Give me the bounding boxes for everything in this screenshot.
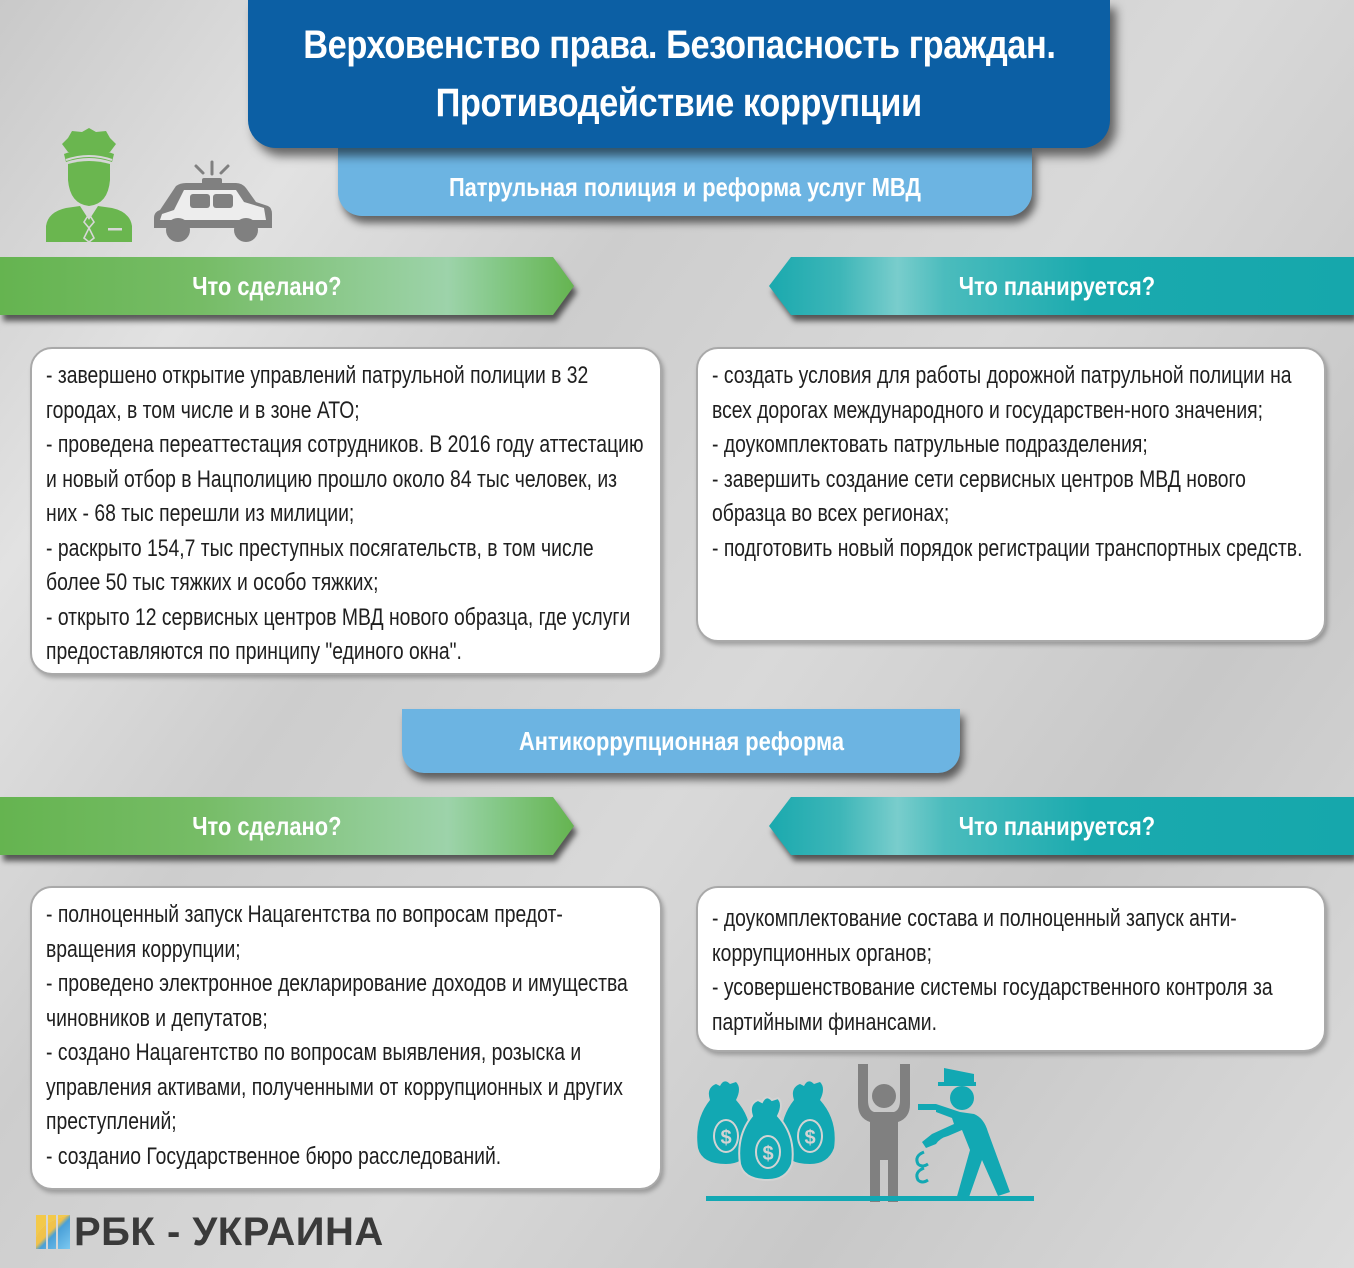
list-item: - созданио Государственное бюро расследований. — [46, 1142, 502, 1170]
police-officer-icon — [44, 124, 134, 244]
list-item: - подготовить новый порядок регистрации транспортных средств. — [712, 534, 1303, 562]
title-line-2: Противодействие коррупции — [435, 81, 923, 125]
police-car-icon — [150, 158, 274, 244]
list-item: - усовершенствование системы государственного контроля за партийными финансами. — [712, 974, 1273, 1036]
section-heading-anticorruption — [402, 709, 960, 773]
section-heading-anticorruption-text: Антикоррупционная реформа — [518, 725, 844, 756]
section-heading-police-text: Патрульная полиция и реформа услуг МВД — [448, 171, 921, 202]
list-item: - создать условия для работы дорожной патрульной полиции на всех дорогах международного и государствен-ного значения; — [712, 362, 1292, 424]
list-item: - доукомплектование состава и полноценный запуск анти-коррупционных органов; — [712, 905, 1237, 967]
list-item: - полноценный запуск Нацагентства по вопросам предот-вращения коррупции; — [46, 901, 563, 963]
card-planned-anticorruption — [696, 886, 1326, 1052]
list-item: - раскрыто 154,7 тыс преступных посягательств, в том числе более 50 тыс тяжких и особо тяжких; — [46, 534, 594, 596]
svg-text:$: $ — [762, 1143, 774, 1165]
ribbon-planned-anticorruption — [769, 797, 1354, 855]
ribbon-done-police-label: Что сделано? — [192, 270, 342, 301]
main-title — [248, 0, 1110, 148]
card-done-police — [30, 347, 662, 675]
list-item: - создано Нацагентство по вопросам выявления, розыска и управления активами, полученными от коррупционных и других преступлений; — [46, 1039, 623, 1135]
list-item: - проведена переаттестация сотрудников. В 2016 году аттестацию и новый отбор в Нацполицию прошло около 84 тыс человек, из них - 68 тыс перешли из милиции; — [46, 431, 644, 527]
section-heading-police — [338, 148, 1032, 216]
money-and-arrest-illustration — [692, 1060, 1034, 1202]
card-done-anticorruption — [30, 886, 662, 1190]
card-planned-police — [696, 347, 1326, 642]
rbc-ukraine-logo — [36, 1212, 384, 1252]
list-item: - открыто 12 сервисных центров МВД нового образца, где услуги предоставляются по принципу "единого окна". — [46, 603, 631, 665]
ribbon-done-anticorruption-label: Что сделано? — [192, 810, 342, 841]
ribbon-planned-anticorruption-label: Что планируется? — [958, 810, 1155, 841]
ribbon-planned-police — [769, 257, 1354, 315]
ribbon-done-anticorruption — [0, 797, 574, 855]
logo-text: РБК - УКРАИНА — [74, 1210, 384, 1254]
svg-text:$: $ — [804, 1127, 816, 1149]
ribbon-done-police — [0, 257, 574, 315]
list-item: - доукомплектовать патрульные подразделения; — [712, 431, 1148, 458]
list-item: - завершено открытие управлений патрульной полиции в 32 городах, в том числе и в зоне АТО; — [46, 362, 589, 424]
surrendering-person-icon — [858, 1064, 910, 1202]
rbc-logo-mark-icon — [36, 1215, 70, 1249]
list-item: - проведено электронное декларирование доходов и имущества чиновников и депутатов; — [46, 970, 628, 1032]
ribbon-planned-police-label: Что планируется? — [958, 270, 1155, 301]
ground-line — [706, 1196, 1034, 1201]
svg-text:$: $ — [720, 1127, 732, 1149]
police-officer-arrest-icon — [917, 1068, 1010, 1200]
list-item: - завершить создание сети сервисных центров МВД нового образца во всех регионах; — [712, 465, 1246, 527]
money-bags-icon — [697, 1081, 835, 1180]
title-line-1: Верховенство права. Безопасность граждан. — [302, 23, 1056, 67]
